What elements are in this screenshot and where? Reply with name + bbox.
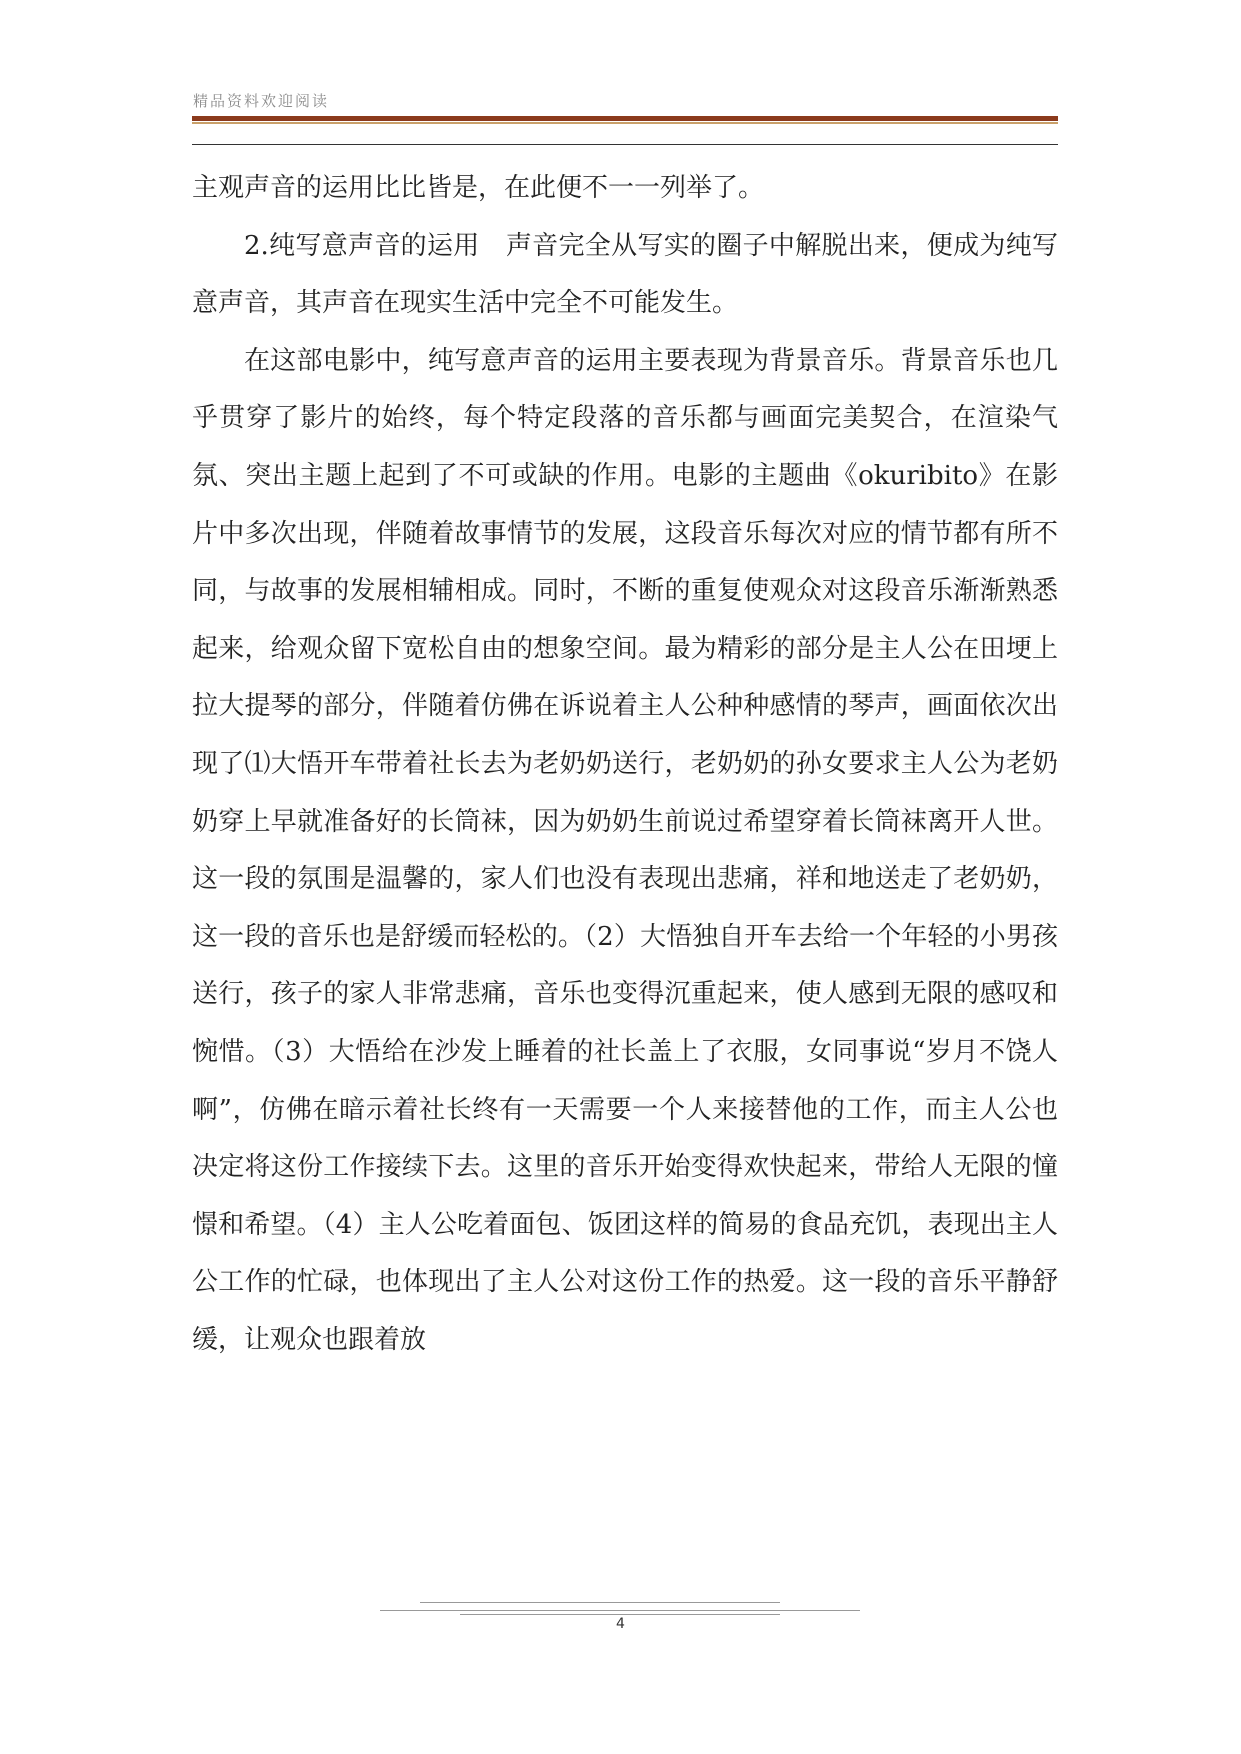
footer-rules	[380, 1598, 860, 1618]
footer-rule	[380, 1610, 860, 1611]
header-rule-accent	[192, 122, 1058, 124]
paragraph: 主观声音的运用比比皆是，在此便不一一列举了。	[192, 173, 765, 203]
header-text: 精品资料欢迎阅读	[193, 92, 330, 110]
page-number: 4	[616, 1616, 625, 1632]
header-rule-thick	[192, 116, 1058, 121]
paragraph: 在这部电影中，纯写意声音的运用主要表现为背景音乐。背景音乐也几乎贯穿了影片的始终，每个特定段落的音乐都与画面完美契合，在渲染气氛、突出主题上起到了不可或缺的作用。电影的主题曲《okuribito》在影片中多次出现，伴随着故事情节的发展，这段音乐每次对应的情节都有所不同，与故事的发展相辅相成。同时，不断的重复使观众对这段音乐渐渐熟悉起来，给观众留下宽松自由的想象空间。最为精彩的部分是主人公在田埂上拉大提琴的部分，伴随着仿佛在诉说着主人公种种感情的琴声，画面依次出现了⑴大悟开车带着社长去为老奶奶送行，老奶奶的孙女要求主人公为老奶奶穿上早就准备好的长筒袜，因为奶奶生前说过希望穿着长筒袜离开人世。这一段的氛围是温馨的，家人们也没有表现出悲痛，祥和地送走了老奶奶，这一段的音乐也是舒缓而轻松的。（2）大悟独自开车去给一个年轻的小男孩送行，孩子的家人非常悲痛，音乐也变得沉重起来，使人感到无限的感叹和惋惜。（3）大悟给在沙发上睡着的社长盖上了衣服，女同事说“岁月不饶人啊”，仿佛在暗示着社长终有一天需要一个人来接替他的工作，而主人公也决定将这份工作接续下去。这里的音乐开始变得欢快起来，带给人无限的憧憬和希望。（4）主人公吃着面包、饭团这样的简易的食品充饥，表现出主人公工作的忙碌，也体现出了主人公对这份工作的热爱。这一段的音乐平静舒缓，让观众也跟着放	[192, 345, 1058, 1355]
body-text	[192, 160, 1058, 1369]
footer-rule	[460, 1614, 780, 1615]
footer-rule	[420, 1602, 780, 1603]
paragraph: 2.纯写意声音的运用 声音完全从写实的圈子中解脱出来，便成为纯写意声音，其声音在现实生活中完全不可能发生。	[192, 230, 1058, 319]
header-rule-thin	[192, 144, 1058, 145]
